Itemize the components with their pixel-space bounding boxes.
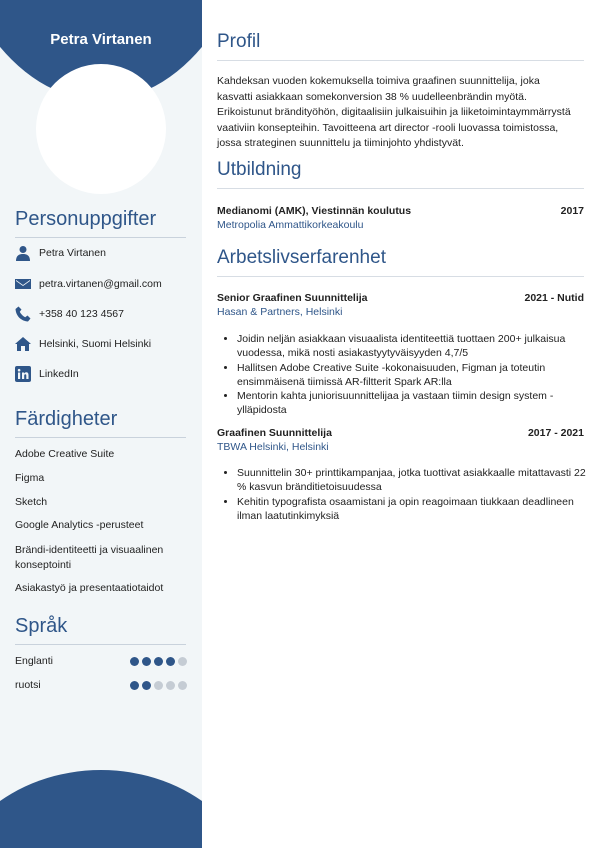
language-level <box>130 657 187 666</box>
job-period: 2021 - Nutid <box>524 292 584 304</box>
level-dot <box>142 681 151 690</box>
skill-item: Adobe Creative Suite <box>15 448 115 460</box>
contact-linkedin[interactable] <box>15 364 195 384</box>
job-bullets <box>217 332 597 418</box>
education-degree: Medianomi (AMK), Viestinnän koulutus <box>217 205 412 217</box>
job-bullet: • Suunnittelin 30+ printtikampanjaa, jotka tuottivat asiakkaalle mitattavasti 22 % kasvun bränditietoisuudessa <box>237 466 597 495</box>
language-name: Englanti <box>15 655 53 667</box>
contact-address <box>15 334 195 354</box>
job-role: Senior Graafinen Suunnittelija <box>217 292 368 304</box>
job-header <box>217 292 584 304</box>
level-dot <box>166 657 175 666</box>
contact-email[interactable] <box>15 274 195 294</box>
linkedin-icon <box>15 366 31 382</box>
contact-address-text: Helsinki, Suomi Helsinki <box>39 338 152 350</box>
level-dot <box>178 657 187 666</box>
contact-name <box>15 243 195 263</box>
education-year: 2017 <box>560 205 584 217</box>
skills-title: Färdigheter <box>15 408 186 438</box>
contact-email-text[interactable]: petra.virtanen@gmail.com <box>39 278 162 290</box>
job-period: 2017 - 2021 <box>527 427 584 439</box>
job-bullet: • Joidin neljän asiakkaan visuaalista identiteettiä tuottaen 200+ julkaisua vuodessa, mikä nosti asiakastyytyväisyyden 4,7/5 <box>237 332 597 361</box>
contact-name-text: Petra Virtanen <box>39 247 106 259</box>
language-row <box>15 679 187 691</box>
skill-item: Google Analytics -perusteet <box>15 519 144 531</box>
sidebar <box>0 0 202 848</box>
skill-item: Brändi-identiteetti ja visuaalinen konseptointi <box>15 544 164 571</box>
level-dot <box>154 657 163 666</box>
experience-title: Arbetslivserfarenhet <box>217 247 584 277</box>
level-dot <box>166 681 175 690</box>
home-icon <box>15 336 31 352</box>
contact-phone-text[interactable]: +358 40 123 4567 <box>39 308 124 320</box>
language-row <box>15 655 187 667</box>
education-title: Utbildning <box>217 159 584 189</box>
language-level <box>130 681 187 690</box>
profile-text: Kahdeksan vuoden kokemuksella toimiva graafinen suunnittelija, joka kasvatti asiakkaan somekonversion 38 % uudelleenbrändin myötä. Erikoistunut brändityöhön, digitaalisiin julkaisuihin ja liiketoimintaymmärrystä vaativiin konsepteihin. Tavoitteena art director -rooli luovassa toimistossa, jossa strateginen suunnittelu ja tiiminjohto yhdistyvät. <box>217 75 571 149</box>
contact-linkedin-text[interactable]: LinkedIn <box>39 368 79 380</box>
skill-item: Figma <box>15 472 45 484</box>
level-dot <box>154 681 163 690</box>
envelope-icon <box>15 276 31 292</box>
contact-phone[interactable] <box>15 304 195 324</box>
phone-icon <box>15 306 31 322</box>
job-company: TBWA Helsinki, Helsinki <box>217 441 329 453</box>
job-role: Graafinen Suunnittelija <box>217 427 332 439</box>
languages-title: Språk <box>15 615 186 645</box>
job-header <box>217 427 584 439</box>
education-school: Metropolia Ammattikorkeakoulu <box>217 219 364 231</box>
job-bullet: • Kehitin typografista osaamistani ja opin reagoimaan tiukkaan deadlineen ilman laatutinkimyksiä <box>237 495 597 524</box>
skill-item: Asiakastyö ja presentaatiotaidot <box>15 582 164 594</box>
job-bullet: • Hallitsen Adobe Creative Suite -kokonaisuuden, Figman ja toteutin ensimmäisenä tiimissä AR-filtterit Spark AR:lla <box>237 361 597 390</box>
sidebar-bottom-shape <box>0 770 202 848</box>
candidate-name: Petra Virtanen <box>50 31 152 48</box>
level-dot <box>142 657 151 666</box>
skill-item: Sketch <box>15 496 48 508</box>
profile-photo <box>36 64 166 194</box>
profile-title: Profil <box>217 31 584 61</box>
job-bullets <box>217 466 597 523</box>
level-dot <box>130 657 139 666</box>
education-entry-header <box>217 205 584 217</box>
personal-info-title: Personuppgifter <box>15 208 186 238</box>
language-name: ruotsi <box>15 679 41 691</box>
level-dot <box>178 681 187 690</box>
job-bullet: • Mentorin kahta juniorisuunnittelijaa ja vastaan tiimin design system -ylläpidosta <box>237 389 597 418</box>
job-company: Hasan & Partners, Helsinki <box>217 306 343 318</box>
level-dot <box>130 681 139 690</box>
person-icon <box>15 245 31 261</box>
